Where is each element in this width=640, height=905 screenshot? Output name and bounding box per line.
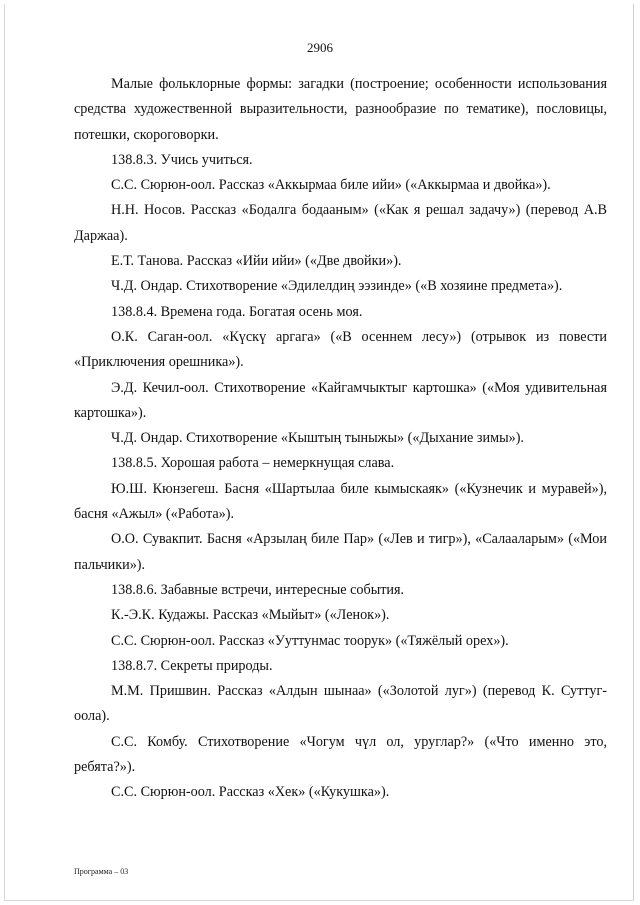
paragraph: О.К. Саган-оол. «Күскү аргага» («В осеннем лесу») (отрывок из повести «Приключения орешника»). [74, 328, 607, 371]
paragraph: Е.Т. Танова. Рассказ «Ийи ийи» («Две двойки»). [111, 253, 402, 270]
paragraph: С.С. Сюрюн-оол. Рассказ «Хек» («Кукушка»). [111, 784, 390, 801]
paragraph: 138.8.6. Забавные встречи, интересные события. [111, 581, 405, 598]
paragraph: Малые фольклорные формы: загадки (построение; особенности использования средства художественной выразительности, разнообразие по тематике), пословицы, потешки, скороговорки. [74, 76, 607, 143]
paragraph: С.С. Сюрюн-оол. Рассказ «Ууттунмас тоорук» («Тяжёлый орех»). [111, 632, 509, 649]
paragraph: 138.8.7. Секреты природы. [111, 657, 273, 674]
page-footer: Программа – 03 [74, 867, 129, 876]
paragraph: С.С. Комбу. Стихотворение «Чогум чүл ол, уруглар?» («Что именно это, ребята?»). [74, 733, 607, 776]
paragraph: Э.Д. Кечил-оол. Стихотворение «Кайгамчыктыг картошка» («Моя удивительная картошка»). [74, 379, 607, 421]
document-body [74, 72, 607, 806]
paragraph: 138.8.4. Времена года. Богатая осень моя. [111, 303, 363, 320]
paragraph: О.О. Сувакпит. Басня «Арзылаң биле Пар» («Лев и тигр»), «Салааларым» («Мои пальчики»). [74, 531, 607, 573]
paragraph: С.С. Сюрюн-оол. Рассказ «Аккырмаа биле ийи» («Аккырмаа и двойка»). [111, 177, 551, 194]
paragraph: Ч.Д. Ондар. Стихотворение «Кыштың тыныжы» («Дыхание зимы»). [111, 430, 524, 447]
paragraph: 138.8.3. Учись учиться. [111, 151, 253, 168]
paragraph: К.-Э.К. Кудажы. Рассказ «Мыйыт» («Ленок»). [111, 607, 390, 624]
paragraph: М.М. Пришвин. Рассказ «Алдын шынаа» («Золотой луг») (перевод К. Суттуг-оола). [74, 683, 607, 725]
paragraph: Ю.Ш. Кюнзегеш. Басня «Шартылаа биле кымыскаяк» («Кузнечик и муравей»), басня «Ажыл» («Работа»). [74, 480, 607, 523]
paragraph: 138.8.5. Хорошая работа – немеркнущая слава. [111, 455, 395, 472]
paragraph: Н.Н. Носов. Рассказ «Бодалга бодааным» («Как я решал задачу») (перевод А.В Даржаа). [74, 202, 607, 244]
page-number: 2906 [307, 40, 333, 55]
paragraph: Ч.Д. Ондар. Стихотворение «Эдилелдиң ээзинде» («В хозяине предмета»). [111, 278, 563, 295]
